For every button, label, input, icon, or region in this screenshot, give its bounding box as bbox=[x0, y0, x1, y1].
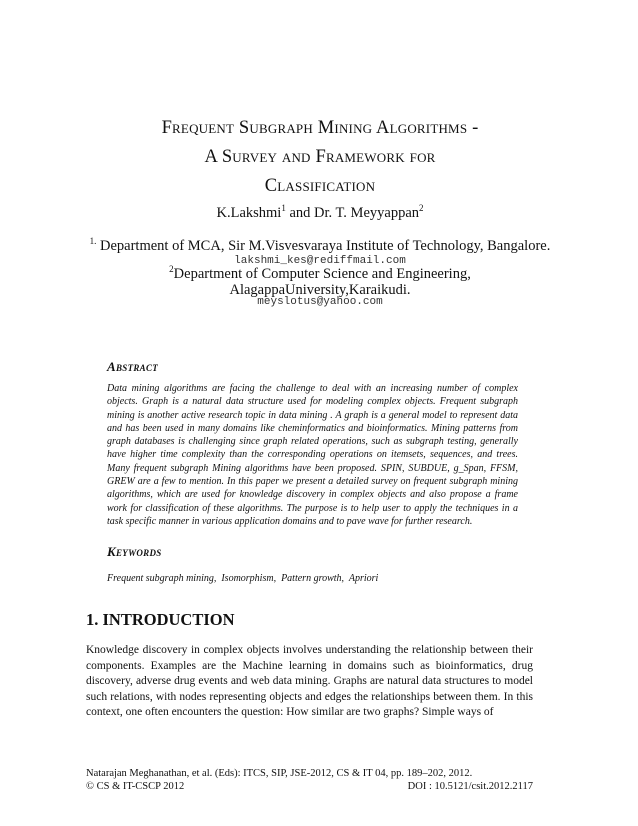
affiliation-1-sup: 1. bbox=[89, 236, 97, 247]
title-line-1: Frequent Subgraph Mining Algorithms - bbox=[161, 118, 479, 138]
author-2: and Dr. T. Meyyappan bbox=[285, 205, 419, 221]
author-1: K.Lakshmi bbox=[216, 205, 282, 221]
paper-title bbox=[60, 114, 580, 201]
page-footer bbox=[86, 767, 533, 793]
footer-citation: Natarajan Meghanathan, et al. (Eds): ITCS, SIP, JSE-2012, CS & IT 04, pp. 189–202, 2012. bbox=[86, 768, 473, 779]
footer-copyright: © CS & IT-CSCP 2012 bbox=[86, 781, 185, 792]
keywords-heading: Keywords bbox=[107, 544, 162, 559]
title-line-2: A Survey and Framework for bbox=[204, 147, 436, 167]
author-1-sup: 1 bbox=[281, 203, 286, 214]
email-1: lakshmi_kes@rediffmail.com bbox=[234, 255, 406, 267]
title-line-3: Classification bbox=[264, 176, 376, 196]
author-line bbox=[60, 205, 580, 222]
footer-doi: DOI : 10.5121/csit.2012.2117 bbox=[407, 781, 533, 792]
affiliation-2-line-2: AlagappaUniversity,Karaikudi. bbox=[229, 282, 411, 298]
affiliation-1 bbox=[60, 237, 580, 255]
introduction-heading: 1. INTRODUCTION bbox=[86, 610, 235, 629]
keywords-text: Frequent subgraph mining, Isomorphism, Pattern growth, Apriori bbox=[107, 573, 379, 584]
affiliation-2-sup: 2 bbox=[169, 264, 174, 275]
affiliation-1-text: Department of MCA, Sir M.Visvesvaraya Institute of Technology, Bangalore. bbox=[96, 238, 551, 254]
abstract-heading: Abstract bbox=[107, 359, 159, 374]
author-2-sup: 2 bbox=[419, 203, 424, 214]
introduction-text: Knowledge discovery in complex objects involves understanding the relationship between their components. Examples are the Machine learning in domains such as bioinformatics, drug discovery, adverse drug events and web data mining. Graphs are natural data structures to model such relations, with nodes representing objects and edges the relationships between them. In this context, one often encounters the question: How similar are two graphs? Simple ways of bbox=[86, 644, 533, 719]
abstract-text: Data mining algorithms are facing the challenge to deal with an increasing number of complex objects. Graph is a natural data structure used for modeling complex objects. Frequent subgraph mining is another active research topic in data mining . A graph is a general model to represent data and has been used in many domains like cheminformatics and bioinformatics. Mining patterns from graph databases is challenging since graph related operations, such as subgraph testing, generally have higher time complexity than the corresponding operations on itemsets, sequences, and trees. Many frequent subgraph Mining algorithms have been proposed. SPIN, SUBDUE, g_Span, FFSM, GREW are a few to mention. In this paper we present a detailed survey on frequent subgraph mining algorithms, which are used for knowledge discovery in complex objects and also propose a frame work for classification of these algorithms. The purpose is to help user to apply the techniques in a task specific manner in various application domains and to pave wave for further research. bbox=[107, 383, 518, 527]
email-2: meyslotus@yahoo.com bbox=[257, 296, 383, 308]
affiliation-2-line-1: Department of Computer Science and Engineering, bbox=[173, 266, 471, 282]
